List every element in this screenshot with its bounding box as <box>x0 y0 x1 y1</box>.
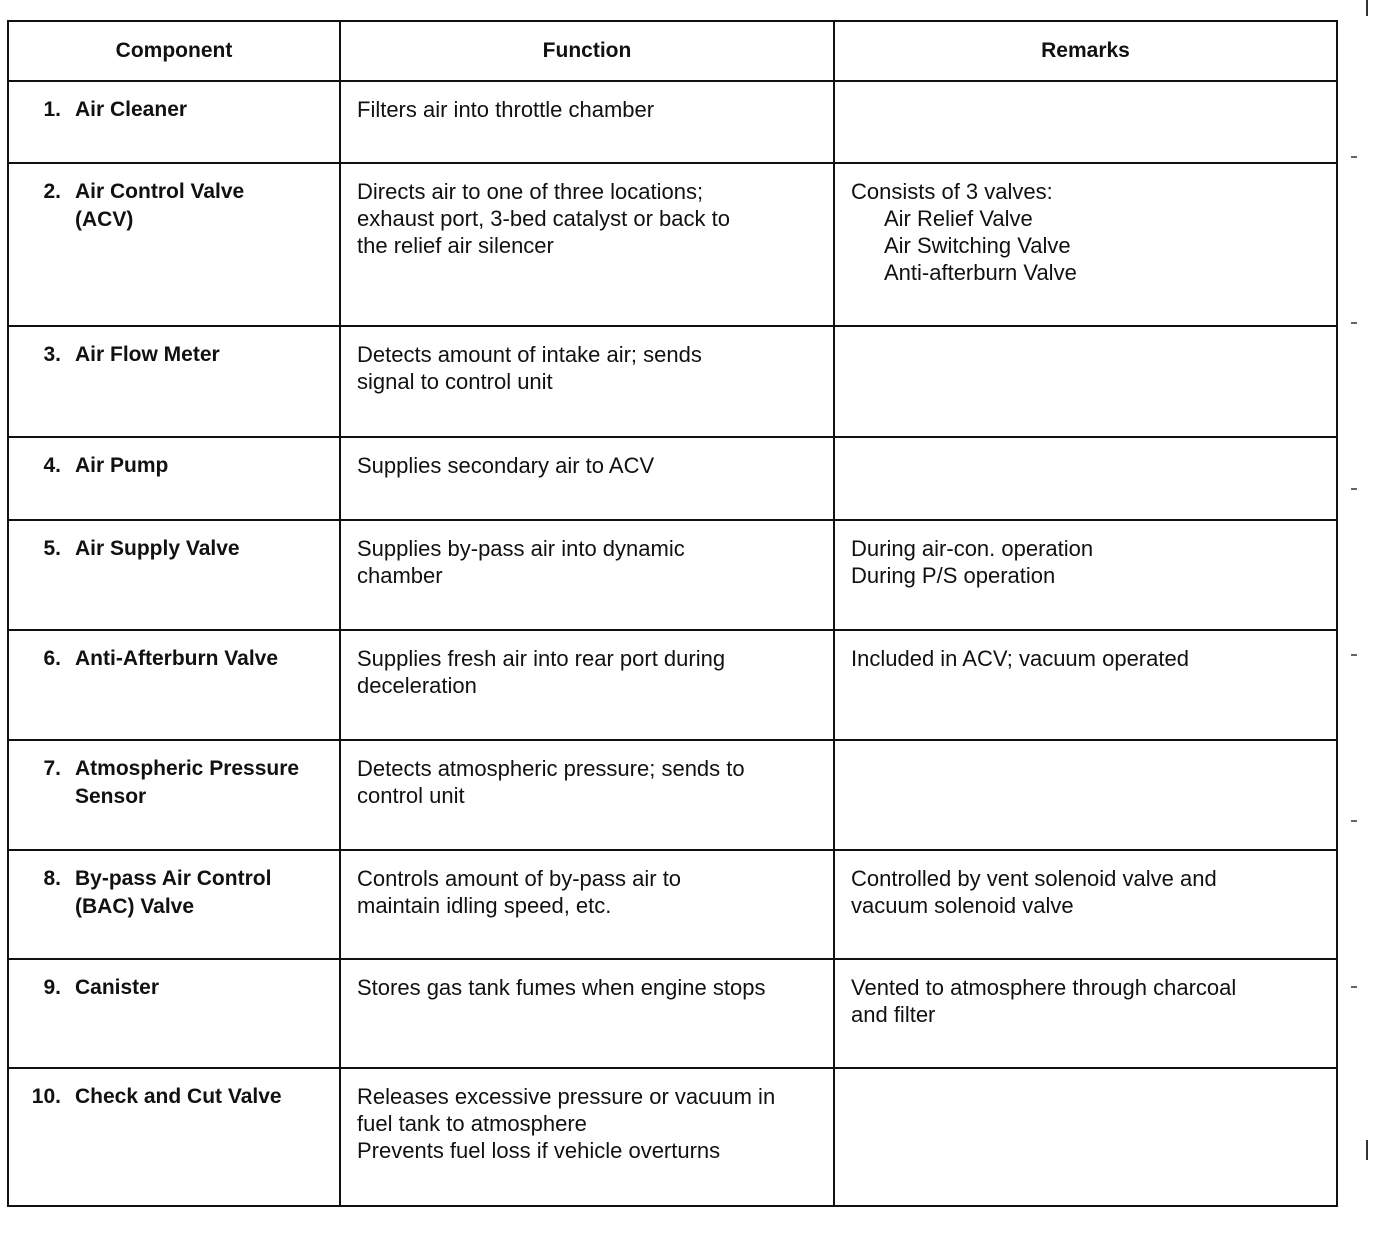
component-name <box>75 452 168 480</box>
function-cell <box>340 740 834 850</box>
component-name <box>75 645 278 673</box>
row-number: 9. <box>43 976 61 999</box>
function-line: Supplies fresh air into rear port during <box>357 646 726 671</box>
margin-tick <box>1351 156 1357 158</box>
remarks-cell <box>834 437 1337 520</box>
component-name-line: Anti-Afterburn Valve <box>75 647 279 670</box>
function-cell <box>340 959 834 1068</box>
component-name-line: (ACV) <box>75 208 134 231</box>
table-row <box>8 850 1337 959</box>
function-line: Supplies secondary air to ACV <box>357 453 655 478</box>
function-line: Detects atmospheric pressure; sends to <box>357 756 745 781</box>
function-line: the relief air silencer <box>357 233 554 258</box>
row-number: 10. <box>31 1085 61 1108</box>
remarks-cell <box>834 630 1337 740</box>
component-name <box>75 96 187 124</box>
component-cell <box>8 326 340 437</box>
component-cell <box>8 520 340 630</box>
remarks-cell <box>834 740 1337 850</box>
row-number: 3. <box>43 343 61 366</box>
table-row <box>8 520 1337 630</box>
table-row <box>8 959 1337 1068</box>
table-row <box>8 630 1337 740</box>
component-cell <box>8 630 340 740</box>
remarks-line: Included in ACV; vacuum operated <box>851 646 1189 671</box>
remarks-line: Vented to atmosphere through charcoal <box>851 975 1237 1000</box>
remarks-cell <box>834 163 1337 326</box>
remarks-line: Consists of 3 valves: <box>851 179 1053 204</box>
row-number: 7. <box>43 757 61 780</box>
component-name-line: Air Control Valve <box>75 180 245 203</box>
component-cell <box>8 437 340 520</box>
remarks-line: vacuum solenoid valve <box>851 893 1074 918</box>
function-line: Directs air to one of three locations; <box>357 179 704 204</box>
component-name-line: Atmospheric Pressure <box>75 757 300 780</box>
function-line: Controls amount of by-pass air to <box>357 866 682 891</box>
remarks-cell <box>834 1068 1337 1206</box>
function-line: Supplies by-pass air into dynamic <box>357 536 685 561</box>
header-remarks: Remarks <box>834 21 1337 81</box>
row-number: 6. <box>43 647 61 670</box>
component-cell <box>8 850 340 959</box>
table-row <box>8 437 1337 520</box>
margin-mark <box>1366 0 1368 16</box>
row-number: 5. <box>43 537 61 560</box>
remarks-cell <box>834 520 1337 630</box>
components-table <box>7 20 1338 1207</box>
remarks-cell <box>834 850 1337 959</box>
component-name-line: Air Pump <box>75 454 169 477</box>
table-row <box>8 740 1337 850</box>
remarks-line: Air Switching Valve <box>884 233 1071 258</box>
component-name-line: Air Flow Meter <box>75 343 220 366</box>
remarks-line: Controlled by vent solenoid valve and <box>851 866 1217 891</box>
margin-tick <box>1351 488 1357 490</box>
row-number: 1. <box>43 98 61 121</box>
function-line: chamber <box>357 563 443 588</box>
function-cell <box>340 163 834 326</box>
remarks-line: and filter <box>851 1002 936 1027</box>
component-name-line: (BAC) Valve <box>75 895 195 918</box>
function-line: exhaust port, 3-bed catalyst or back to <box>357 206 730 231</box>
table-row <box>8 163 1337 326</box>
function-line: Prevents fuel loss if vehicle overturns <box>357 1138 721 1163</box>
component-cell <box>8 81 340 163</box>
remarks-line: Anti-afterburn Valve <box>884 260 1077 285</box>
component-name <box>75 974 159 1002</box>
table-row <box>8 81 1337 163</box>
component-name <box>75 178 244 234</box>
component-cell <box>8 1068 340 1206</box>
margin-tick <box>1351 986 1357 988</box>
component-name <box>75 865 271 921</box>
component-name <box>75 755 299 811</box>
header-component: Component <box>8 21 340 81</box>
function-cell <box>340 1068 834 1206</box>
function-cell <box>340 81 834 163</box>
component-name-line: Air Cleaner <box>75 98 188 121</box>
function-cell <box>340 850 834 959</box>
function-line: Detects amount of intake air; sends <box>357 342 702 367</box>
table-body <box>8 81 1337 1206</box>
margin-tick <box>1351 654 1357 656</box>
function-line: signal to control unit <box>357 369 553 394</box>
remarks-line: Air Relief Valve <box>884 206 1033 231</box>
remarks-cell <box>834 959 1337 1068</box>
row-number: 4. <box>43 454 61 477</box>
margin-mark <box>1366 1140 1368 1160</box>
function-line: fuel tank to atmosphere <box>357 1111 587 1136</box>
remarks-cell <box>834 81 1337 163</box>
function-line: Stores gas tank fumes when engine stops <box>357 975 766 1000</box>
component-name <box>75 1083 282 1111</box>
component-name-line: Air Supply Valve <box>75 537 240 560</box>
function-line: maintain idling speed, etc. <box>357 893 612 918</box>
component-name <box>75 535 240 563</box>
function-cell <box>340 326 834 437</box>
function-cell <box>340 630 834 740</box>
component-name-line: Canister <box>75 976 160 999</box>
table-row <box>8 1068 1337 1206</box>
component-name-line: By-pass Air Control <box>75 867 272 890</box>
function-line: deceleration <box>357 673 477 698</box>
remarks-line: During air-con. operation <box>851 536 1094 561</box>
component-cell <box>8 959 340 1068</box>
table-row <box>8 326 1337 437</box>
remarks-line: During P/S operation <box>851 563 1056 588</box>
function-line: control unit <box>357 783 465 808</box>
remarks-cell <box>834 326 1337 437</box>
function-line: Releases excessive pressure or vacuum in <box>357 1084 776 1109</box>
header-row <box>8 21 1337 81</box>
function-cell <box>340 437 834 520</box>
function-line: Filters air into throttle chamber <box>357 97 655 122</box>
margin-tick <box>1351 322 1357 324</box>
component-name-line: Sensor <box>75 785 147 808</box>
header-function: Function <box>340 21 834 81</box>
margin-tick <box>1351 820 1357 822</box>
function-cell <box>340 520 834 630</box>
component-name-line: Check and Cut Valve <box>75 1085 282 1108</box>
component-cell <box>8 740 340 850</box>
component-name <box>75 341 220 369</box>
row-number: 2. <box>43 180 61 203</box>
row-number: 8. <box>43 867 61 890</box>
component-cell <box>8 163 340 326</box>
